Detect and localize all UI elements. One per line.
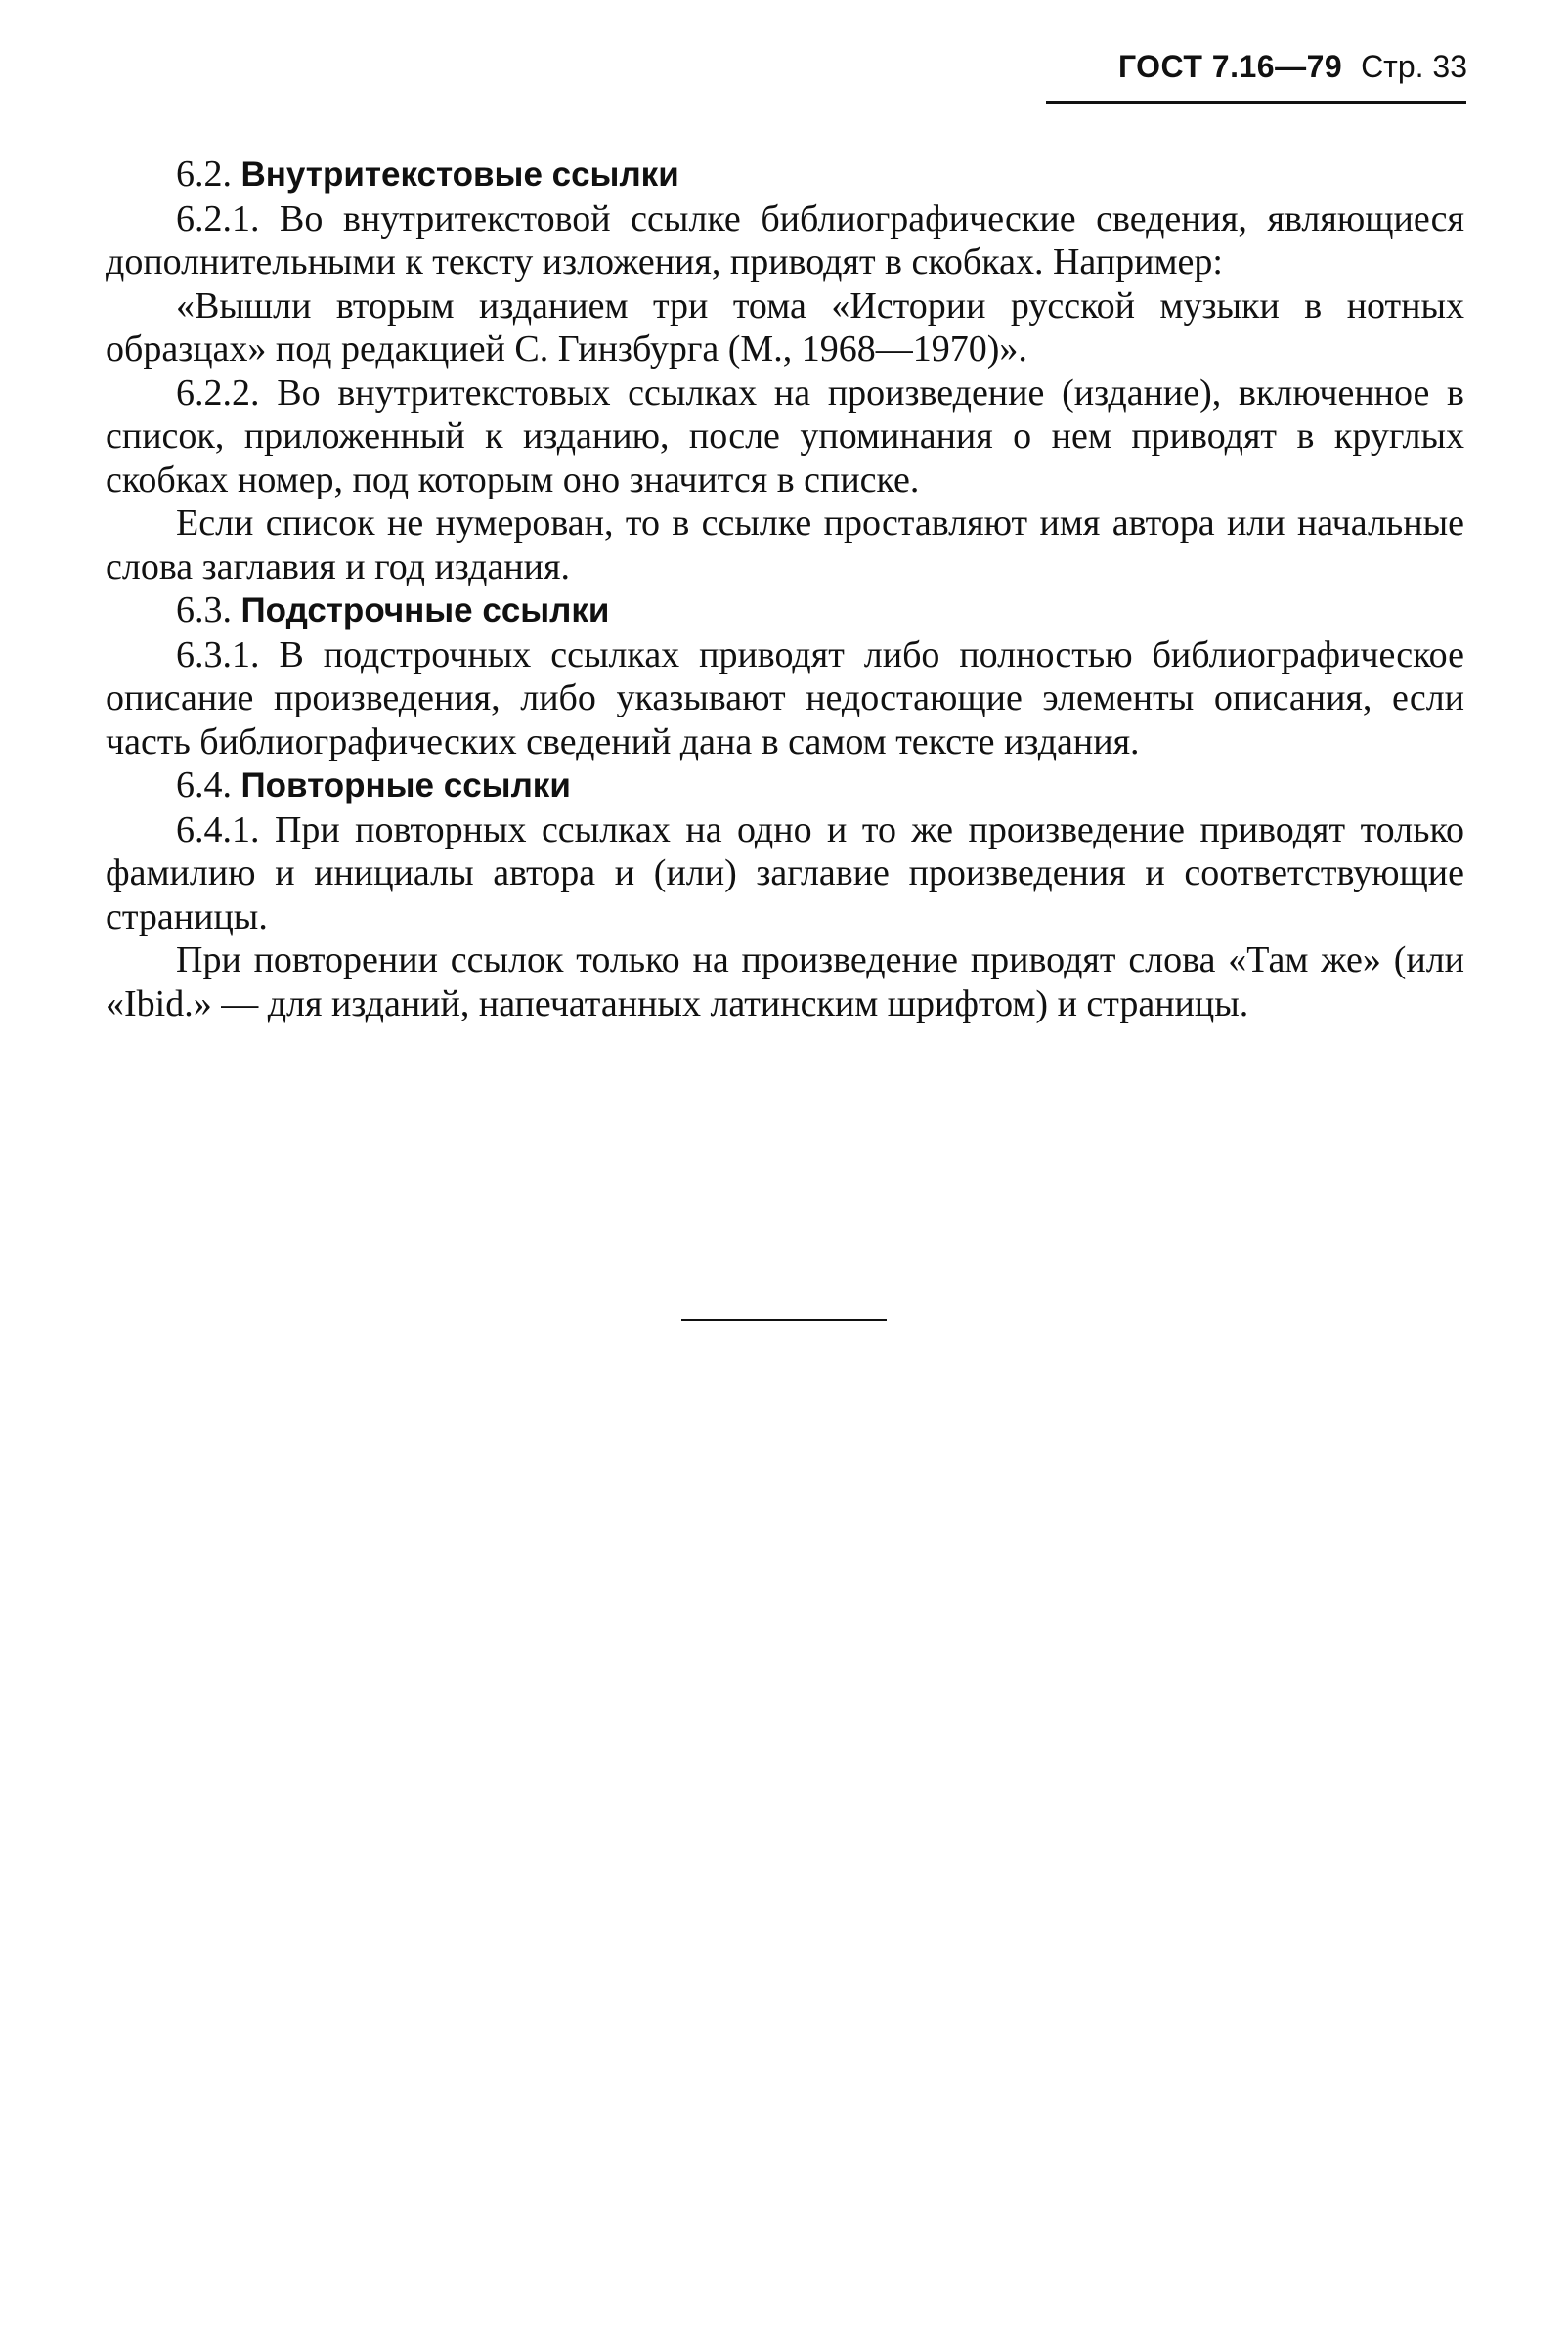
paragraph-6-2-2-note: Если список не нумерован, то в ссылке проставляют имя автора или начальные слова заглавия и год издания. [106, 502, 1464, 587]
section-number: 6.4. [176, 764, 232, 805]
section-title: Повторные ссылки [240, 766, 571, 804]
paragraph-6-2-1: 6.2.1. Во внутритекстовой ссылке библиографические сведения, являющиеся дополнительными к тексту изложения, приводят в скобках. Например: [106, 197, 1464, 282]
end-rule [681, 1319, 887, 1321]
section-title: Внутритекстовые ссылки [240, 155, 679, 194]
section-number: 6.2. [176, 153, 232, 195]
document-body [106, 152, 1464, 1025]
section-heading-6-2 [106, 152, 1464, 197]
section-title: Подстрочные ссылки [240, 591, 610, 630]
section-number: 6.3. [176, 589, 232, 630]
example-quote: «Вышли вторым изданием три тома «Истории русской музыки в нотных образцах» под редакцией С. Гинзбурга (М., 1968—1970)». [106, 284, 1464, 369]
header-rule [1046, 101, 1466, 104]
page-header [1118, 49, 1467, 85]
page-number: Стр. 33 [1361, 49, 1467, 84]
paragraph-6-4-1-note: При повторении ссылок только на произведение приводят слова «Там же» (или «Ibid.» — для изданий, напечатанных латинским шрифтом) и страницы. [106, 939, 1464, 1024]
section-heading-6-4 [106, 763, 1464, 808]
paragraph-6-4-1: 6.4.1. При повторных ссылках на одно и то же произведение приводят только фамилию и инициалы автора и (или) заглавие произведения и соответствующие страницы. [106, 808, 1464, 937]
section-heading-6-3 [106, 588, 1464, 633]
standard-number: ГОСТ 7.16—79 [1117, 49, 1343, 84]
paragraph-6-3-1: 6.3.1. В подстрочных ссылках приводят либо полностью библиографическое описание произведения, либо указывают недостающие элементы описания, если часть библиографических сведений дана в самом тексте издания. [106, 633, 1464, 762]
paragraph-6-2-2: 6.2.2. Во внутритекстовых ссылках на произведение (издание), включенное в список, приложенный к изданию, после упоминания о нем приводят в круглых скобках номер, под которым оно значится в списке. [106, 371, 1464, 500]
